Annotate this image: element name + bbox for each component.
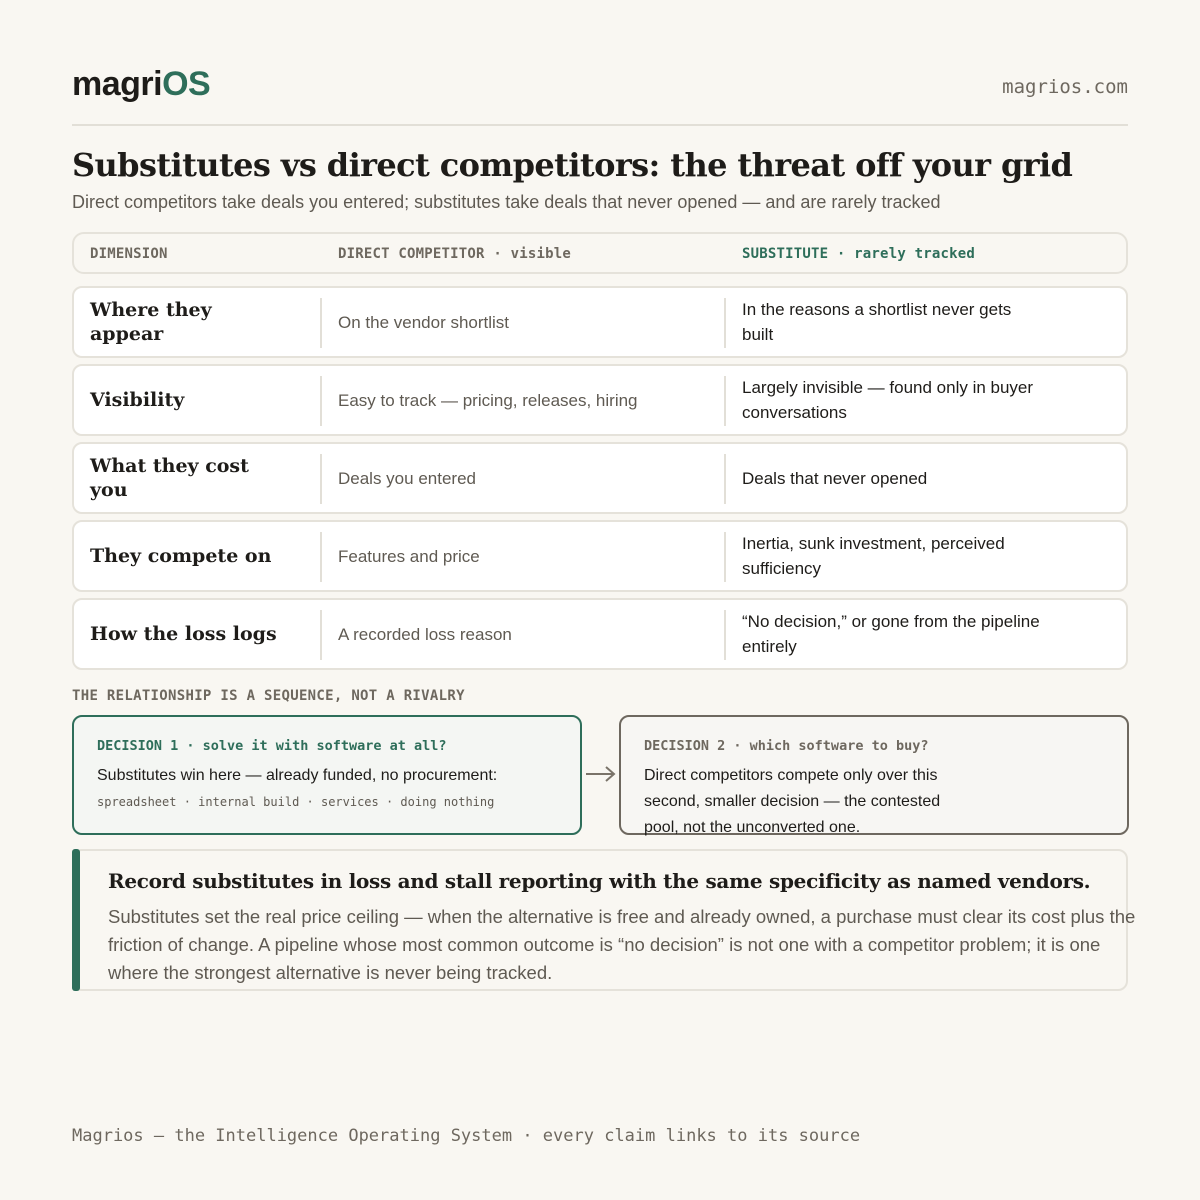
- column-divider: [320, 454, 322, 504]
- page-subtitle: Direct competitors take deals you entered; substitutes take deals that never opened — and are rarely tracked: [72, 192, 941, 212]
- callout-body: Substitutes set the real price ceiling — when the alternative is free and already owned, a purchase must clear its cost plus the friction of change. A pipeline whose most common outcome is “no decision” is not one with a competitor problem; it is one where the strongest alternative is never being tracked.: [108, 906, 1136, 983]
- table-row: [72, 520, 1128, 592]
- table-row: [72, 442, 1128, 514]
- column-divider: [320, 298, 322, 348]
- column-header-direct-competitor: DIRECT COMPETITOR · visible: [338, 246, 571, 262]
- row-substitute-value: Inertia, sunk investment, perceived sufficiency: [742, 534, 1005, 578]
- row-direct-value: Easy to track — pricing, releases, hiring: [338, 390, 638, 410]
- decision-1-card: [72, 715, 582, 835]
- page-title: Substitutes vs direct competitors: the threat off your grid: [72, 146, 1073, 184]
- decision-2-heading: DECISION 2 · which software to buy?: [644, 738, 929, 754]
- row-direct-value: A recorded loss reason: [338, 624, 512, 644]
- row-substitute-value: In the reasons a shortlist never gets built: [742, 300, 1012, 344]
- table-row: [72, 286, 1128, 358]
- callout-accent-bar: [72, 849, 80, 991]
- row-dimension: How the loss logs: [90, 623, 277, 645]
- column-divider: [724, 376, 726, 426]
- decision-2-text: Direct competitors compete only over this second, smaller decision — the contested pool, not the unconverted one.: [644, 767, 941, 836]
- arrow-right-icon: [584, 764, 618, 784]
- column-divider: [724, 298, 726, 348]
- logo-text-magri: magri: [72, 65, 163, 103]
- column-header-substitute: SUBSTITUTE · rarely tracked: [742, 246, 975, 262]
- logo[interactable]: [72, 64, 210, 104]
- column-divider: [724, 610, 726, 660]
- row-direct-value: Features and price: [338, 546, 480, 566]
- decision-2-card: [619, 715, 1129, 835]
- column-header-dimension: DIMENSION: [90, 246, 168, 262]
- row-substitute-value: Deals that never opened: [742, 468, 928, 488]
- site-domain[interactable]: magrios.com: [1002, 76, 1128, 98]
- table-header: [72, 232, 1128, 274]
- column-divider: [724, 454, 726, 504]
- row-substitute-value: “No decision,” or gone from the pipeline entirely: [742, 612, 1040, 656]
- footer-tagline: Magrios — the Intelligence Operating System · every claim links to its source: [72, 1126, 861, 1146]
- row-substitute-value: Largely invisible — found only in buyer conversations: [742, 378, 1034, 422]
- sequence-section-label: THE RELATIONSHIP IS A SEQUENCE, NOT A RIVALRY: [72, 688, 465, 704]
- row-dimension: They compete on: [90, 545, 272, 567]
- header: [72, 64, 1128, 126]
- column-divider: [320, 610, 322, 660]
- decision-1-text: Substitutes win here — already funded, no procurement:: [97, 767, 498, 784]
- table-row: [72, 364, 1128, 436]
- column-divider: [320, 376, 322, 426]
- column-divider: [320, 532, 322, 582]
- row-dimension: What they cost you: [90, 455, 249, 501]
- logo-text-os: OS: [162, 65, 211, 103]
- table-row: [72, 598, 1128, 670]
- callout: [72, 849, 1136, 991]
- row-direct-value: On the vendor shortlist: [338, 312, 510, 332]
- row-dimension: Visibility: [90, 389, 185, 411]
- row-dimension: Where they appear: [90, 299, 212, 345]
- decision-1-heading: DECISION 1 · solve it with software at all?: [97, 738, 447, 754]
- decision-1-options: spreadsheet · internal build · services · doing nothing: [97, 795, 495, 809]
- column-divider: [724, 532, 726, 582]
- callout-heading: Record substitutes in loss and stall reporting with the same specificity as named vendors.: [108, 869, 1091, 893]
- row-direct-value: Deals you entered: [338, 468, 476, 488]
